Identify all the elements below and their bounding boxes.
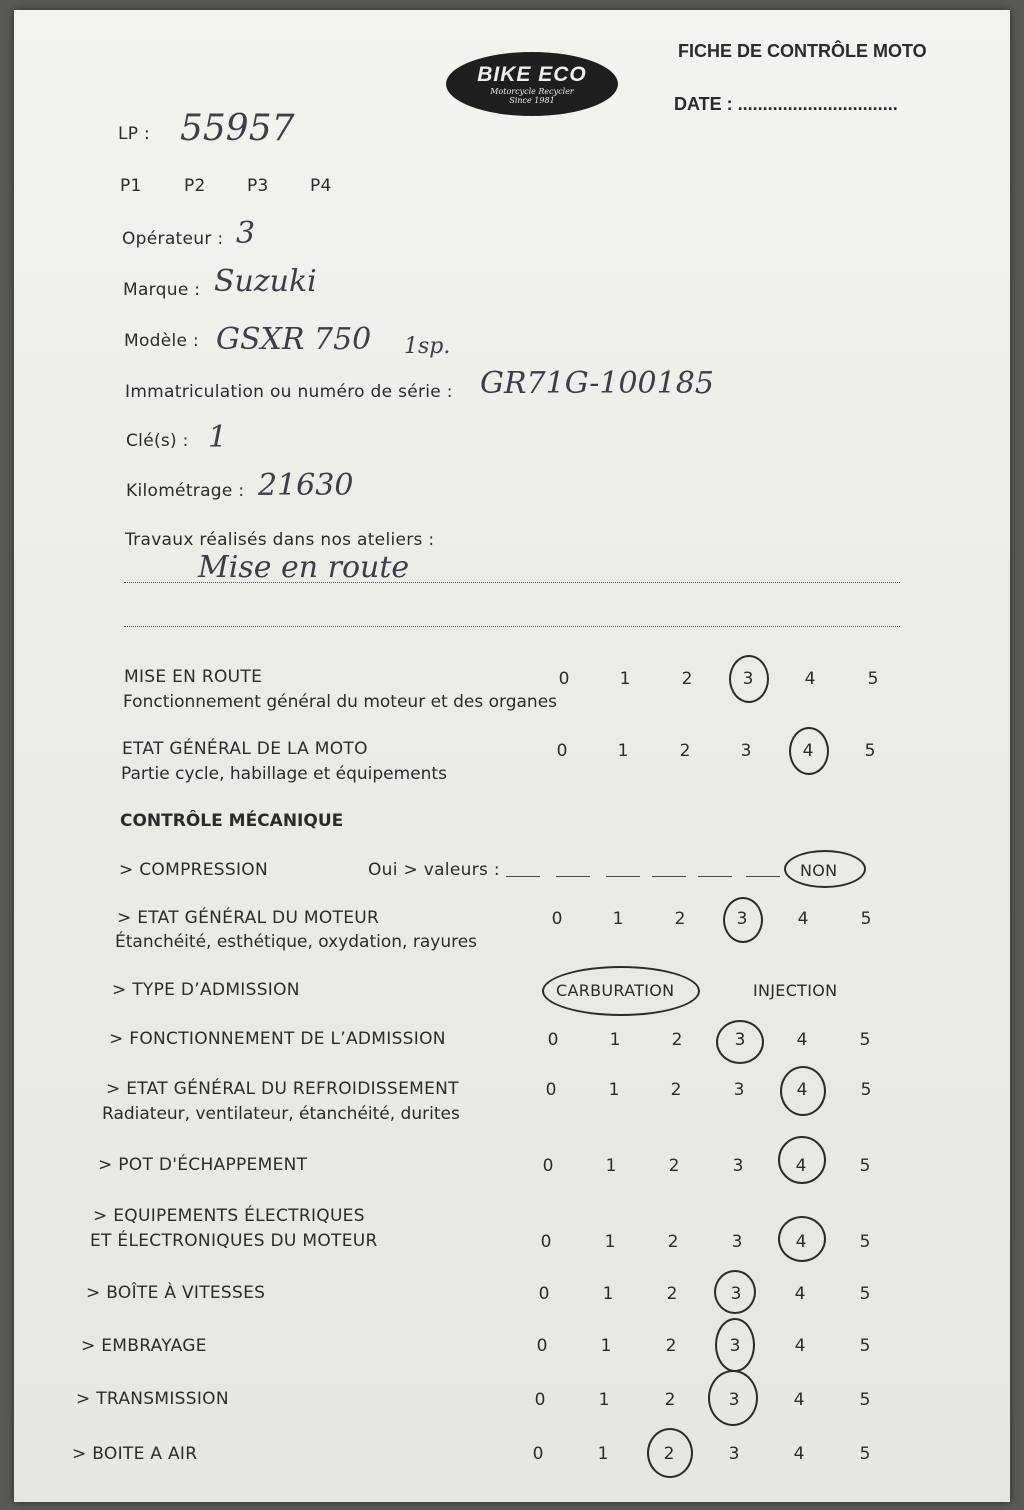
score-0[interactable]: 0	[540, 1232, 552, 1252]
lp-value[interactable]: 55957	[180, 108, 295, 149]
form-title: FICHE DE CONTRÔLE MOTO	[678, 41, 927, 61]
compression-oui-label: Oui > valeurs :	[368, 860, 500, 880]
marque-label: Marque :	[123, 280, 201, 300]
score-1[interactable]: 1	[617, 741, 629, 761]
admission-injection[interactable]: INJECTION	[753, 981, 838, 1000]
score-1[interactable]: 1	[600, 1336, 612, 1356]
score-1[interactable]: 1	[604, 1232, 616, 1252]
score-4[interactable]: 4	[804, 669, 816, 689]
score-5[interactable]: 5	[859, 1284, 871, 1304]
lp-label: LP :	[118, 124, 151, 144]
transmission-title: > TRANSMISSION	[76, 1389, 229, 1409]
logo-brand: BIKE ECO	[477, 63, 587, 86]
etat-moteur-title: > ETAT GÉNÉRAL DU MOTEUR	[117, 908, 380, 928]
cles-value[interactable]: 1	[208, 420, 228, 455]
score-4[interactable]: 4	[796, 1030, 808, 1050]
compression-value-2[interactable]	[556, 876, 590, 877]
score-3[interactable]: 3	[729, 1336, 741, 1356]
selected-circle	[729, 655, 769, 703]
score-4[interactable]: 4	[802, 741, 814, 761]
score-1[interactable]: 1	[605, 1156, 617, 1176]
admission-type-title: > TYPE D’ADMISSION	[112, 980, 300, 1000]
score-1[interactable]: 1	[609, 1030, 621, 1050]
selected-circle	[714, 1270, 756, 1314]
cles-label: Clé(s) :	[126, 431, 189, 451]
refroid-title: > ETAT GÉNÉRAL DU REFROIDISSEMENT	[106, 1079, 459, 1099]
compression-value-1[interactable]	[506, 876, 540, 877]
score-5[interactable]: 5	[859, 1156, 871, 1176]
selected-circle	[780, 1066, 826, 1116]
elec-title: > EQUIPEMENTS ÉLECTRIQUES	[93, 1206, 365, 1226]
selected-circle	[708, 1370, 758, 1426]
score-3[interactable]: 3	[732, 1156, 744, 1176]
mise-en-route-sub: Fonctionnement général du moteur et des organes	[123, 692, 558, 712]
selected-oval	[542, 966, 700, 1016]
score-4[interactable]: 4	[794, 1284, 806, 1304]
selected-circle	[789, 727, 829, 775]
score-2[interactable]: 2	[679, 741, 691, 761]
score-0[interactable]: 0	[538, 1284, 550, 1304]
score-4[interactable]: 4	[795, 1232, 807, 1252]
compression-value-3[interactable]	[606, 876, 640, 877]
score-5[interactable]: 5	[859, 1232, 871, 1252]
modele-value[interactable]: GSXR 750	[216, 322, 372, 357]
marque-value[interactable]: Suzuki	[214, 264, 317, 299]
score-0[interactable]: 0	[556, 741, 568, 761]
selected-circle	[778, 1216, 826, 1262]
mise-en-route-title: MISE EN ROUTE	[124, 667, 263, 687]
travaux-line-1	[124, 582, 900, 583]
bike-eco-logo	[446, 52, 618, 116]
selected-circle	[778, 1136, 826, 1184]
score-2[interactable]: 2	[667, 1232, 679, 1252]
score-5[interactable]: 5	[860, 909, 872, 929]
refroid-sub: Radiateur, ventilateur, étanchéité, durites	[102, 1104, 460, 1124]
compression-value-6[interactable]	[746, 876, 780, 877]
controle-mecanique-heading: CONTRÔLE MÉCANIQUE	[120, 811, 344, 831]
selected-circle	[715, 1318, 755, 1372]
score-0[interactable]: 0	[551, 909, 563, 929]
position-p2[interactable]: P2	[184, 176, 206, 196]
boite-title: > BOÎTE À VITESSES	[86, 1283, 266, 1303]
etat-moto-sub: Partie cycle, habillage et équipements	[121, 764, 447, 784]
score-2[interactable]: 2	[664, 1390, 676, 1410]
score-1[interactable]: 1	[619, 669, 631, 689]
score-4[interactable]: 4	[795, 1156, 807, 1176]
score-4[interactable]: 4	[797, 909, 809, 929]
modele-note[interactable]: 1sp.	[404, 334, 451, 359]
logo-since: Since 1981	[509, 96, 555, 105]
score-3[interactable]: 3	[736, 909, 748, 929]
score-3[interactable]: 3	[740, 741, 752, 761]
score-3[interactable]: 3	[734, 1030, 746, 1050]
position-p1[interactable]: P1	[120, 176, 142, 196]
score-0[interactable]: 0	[536, 1336, 548, 1356]
score-3[interactable]: 3	[728, 1390, 740, 1410]
modele-label: Modèle :	[124, 331, 200, 351]
pot-title: > POT D'ÉCHAPPEMENT	[98, 1155, 308, 1175]
score-0[interactable]: 0	[534, 1390, 546, 1410]
score-1[interactable]: 1	[597, 1444, 609, 1464]
date-field[interactable]: DATE : ................................	[674, 94, 898, 114]
elec-sub: ET ÉLECTRONIQUES DU MOTEUR	[90, 1231, 378, 1251]
admission-title: > FONCTIONNEMENT DE L’ADMISSION	[109, 1029, 446, 1049]
position-p3[interactable]: P3	[247, 176, 269, 196]
score-5[interactable]: 5	[864, 741, 876, 761]
selected-circle	[647, 1428, 693, 1478]
score-3[interactable]: 3	[728, 1444, 740, 1464]
score-3[interactable]: 3	[731, 1232, 743, 1252]
selected-circle	[723, 897, 763, 943]
score-4[interactable]: 4	[796, 1080, 808, 1100]
score-0[interactable]: 0	[558, 669, 570, 689]
score-3[interactable]: 3	[730, 1284, 742, 1304]
score-5[interactable]: 5	[859, 1030, 871, 1050]
admission-carburation[interactable]: CARBURATION	[556, 981, 675, 1000]
boite-air-title: > BOITE A AIR	[72, 1444, 198, 1464]
compression-value-4[interactable]	[652, 876, 686, 877]
score-1[interactable]: 1	[598, 1390, 610, 1410]
score-2[interactable]: 2	[668, 1156, 680, 1176]
etat-moto-title: ETAT GÉNÉRAL DE LA MOTO	[122, 739, 368, 759]
score-2[interactable]: 2	[670, 1080, 682, 1100]
score-5[interactable]: 5	[859, 1336, 871, 1356]
score-0[interactable]: 0	[542, 1156, 554, 1176]
compression-value-5[interactable]	[698, 876, 732, 877]
km-value[interactable]: 21630	[258, 468, 354, 503]
score-3[interactable]: 3	[733, 1080, 745, 1100]
score-2[interactable]: 2	[674, 909, 686, 929]
score-5[interactable]: 5	[867, 669, 879, 689]
score-2[interactable]: 2	[681, 669, 693, 689]
score-0[interactable]: 0	[547, 1030, 559, 1050]
immat-label: Immatriculation ou numéro de série :	[125, 382, 453, 402]
immat-value[interactable]: GR71G-100185	[480, 366, 714, 401]
operateur-label: Opérateur :	[122, 229, 224, 249]
score-1[interactable]: 1	[612, 909, 624, 929]
compression-title: > COMPRESSION	[119, 860, 268, 880]
operateur-value[interactable]: 3	[236, 216, 256, 251]
logo-tagline: Motorcycle Recycler	[490, 87, 574, 96]
score-1[interactable]: 1	[608, 1080, 620, 1100]
score-2[interactable]: 2	[663, 1444, 675, 1464]
score-4[interactable]: 4	[793, 1444, 805, 1464]
score-5[interactable]: 5	[859, 1390, 871, 1410]
score-0[interactable]: 0	[545, 1080, 557, 1100]
score-3[interactable]: 3	[742, 669, 754, 689]
score-5[interactable]: 5	[859, 1444, 871, 1464]
score-1[interactable]: 1	[602, 1284, 614, 1304]
embrayage-title: > EMBRAYAGE	[81, 1336, 207, 1356]
travaux-line-2	[124, 626, 900, 627]
score-4[interactable]: 4	[794, 1336, 806, 1356]
etat-moteur-sub: Étanchéité, esthétique, oxydation, rayures	[115, 932, 478, 952]
score-2[interactable]: 2	[666, 1284, 678, 1304]
selected-oval	[784, 850, 866, 888]
travaux-value[interactable]: Mise en route	[198, 550, 410, 585]
km-label: Kilométrage :	[126, 481, 245, 501]
form-sheet	[14, 10, 1010, 1502]
score-4[interactable]: 4	[793, 1390, 805, 1410]
compression-non[interactable]: NON	[800, 861, 838, 880]
selected-circle	[716, 1020, 764, 1064]
score-5[interactable]: 5	[860, 1080, 872, 1100]
score-0[interactable]: 0	[532, 1444, 544, 1464]
score-2[interactable]: 2	[671, 1030, 683, 1050]
score-2[interactable]: 2	[665, 1336, 677, 1356]
position-p4[interactable]: P4	[310, 176, 332, 196]
travaux-label: Travaux réalisés dans nos ateliers :	[125, 530, 435, 550]
